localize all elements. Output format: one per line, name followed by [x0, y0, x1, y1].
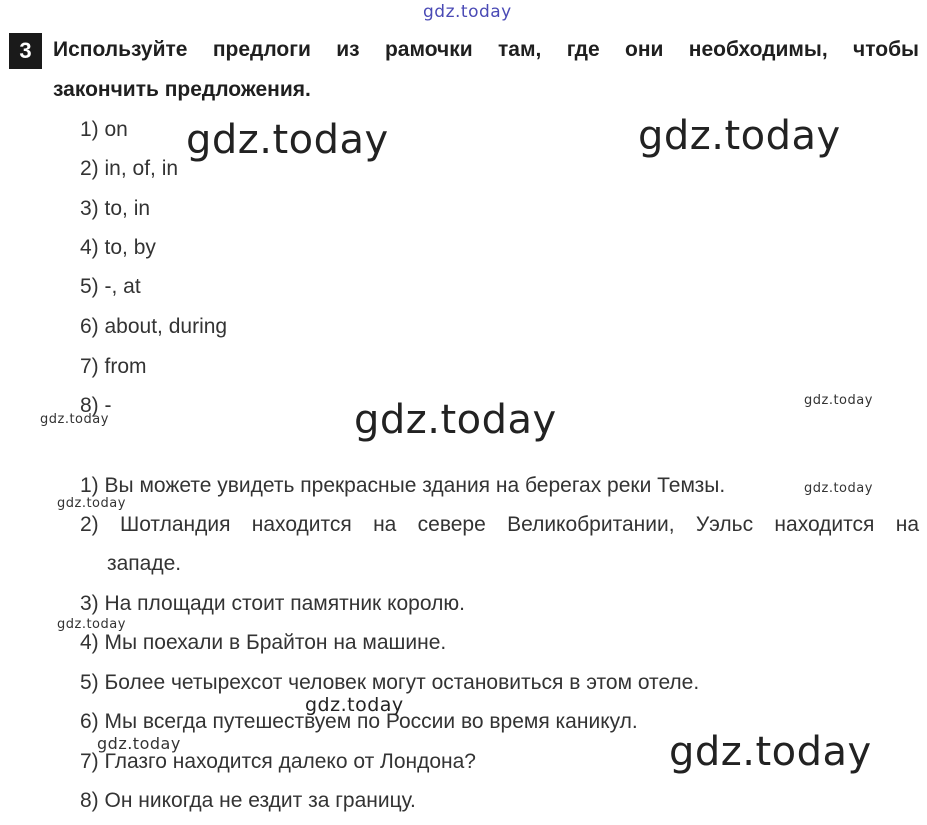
watermark-small: gdz.today — [804, 481, 873, 496]
watermark-small: gdz.today — [804, 393, 873, 408]
answer-item: 2) in, of, in — [80, 157, 179, 180]
translation-item: 6) Мы всегда путешествуем по России во время каникул. — [80, 710, 638, 733]
translation-item-continuation: западе. — [107, 552, 182, 575]
watermark-large: gdz.today — [186, 117, 389, 163]
watermark-small: gdz.today — [97, 734, 181, 753]
watermark-large: gdz.today — [669, 729, 872, 775]
answer-item: 6) about, during — [80, 315, 228, 338]
watermark-top: gdz.today — [423, 2, 512, 22]
task-number-badge: 3 — [9, 33, 42, 69]
task-instruction-line-1: Используйте предлоги из рамочки там, где они необходимы, чтобы — [53, 38, 919, 61]
watermark-medium: gdz.today — [305, 694, 404, 716]
translation-item: 8) Он никогда не ездит за границу. — [80, 789, 416, 812]
watermark-small: gdz.today — [57, 617, 126, 632]
translation-item: 1) Вы можете увидеть прекрасные здания на берегах реки Темзы. — [80, 474, 726, 497]
answer-item: 8) - — [80, 394, 112, 417]
translation-item: 3) На площади стоит памятник королю. — [80, 592, 465, 615]
translation-item: 4) Мы поехали в Брайтон на машине. — [80, 631, 447, 654]
translation-item: 5) Более четырехсот человек могут остановиться в этом отеле. — [80, 671, 700, 694]
answer-item: 3) to, in — [80, 197, 151, 220]
watermark-large: gdz.today — [354, 397, 557, 443]
answer-item: 1) on — [80, 118, 128, 141]
watermark-small: gdz.today — [40, 412, 109, 427]
watermark-large: gdz.today — [638, 113, 841, 159]
task-instruction-line-2: закончить предложения. — [53, 78, 311, 101]
translation-item: 2) Шотландия находится на севере Великобритании, Уэльс находится на — [80, 513, 919, 536]
translation-item: 7) Глазго находится далеко от Лондона? — [80, 750, 476, 773]
answer-item: 7) from — [80, 355, 147, 378]
answer-item: 4) to, by — [80, 236, 156, 259]
answer-item: 5) -, at — [80, 275, 141, 298]
watermark-small: gdz.today — [57, 496, 126, 511]
